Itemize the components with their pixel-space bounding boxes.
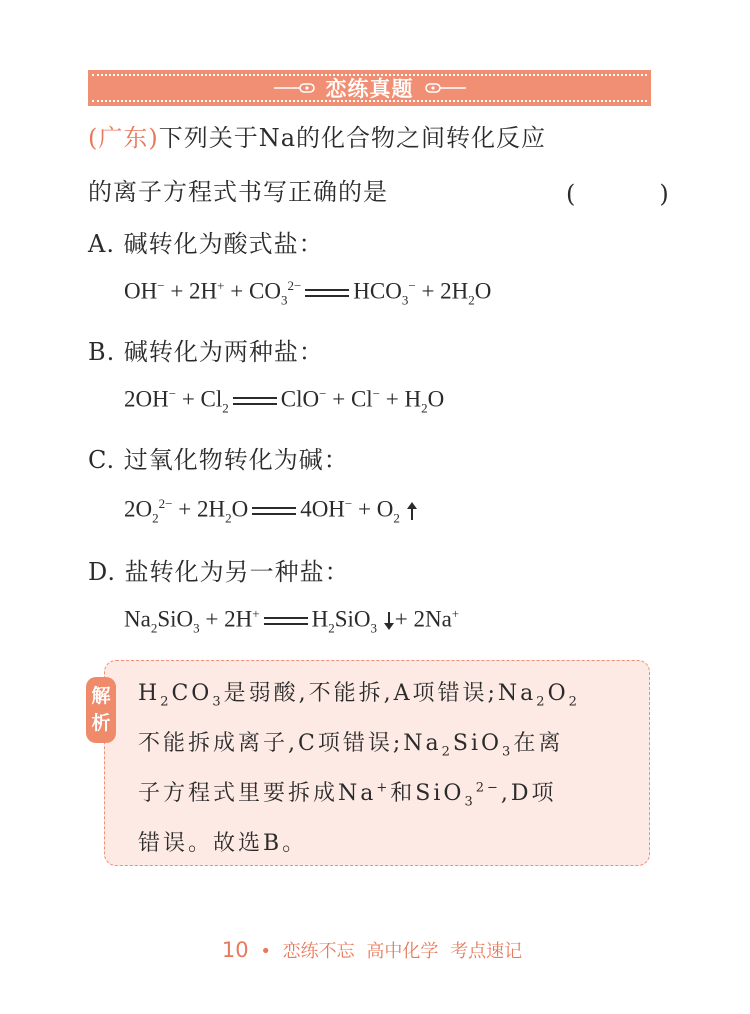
option-a-label: A. 碱转化为酸式盐： [88, 230, 324, 258]
equals-sign-icon [252, 507, 296, 515]
footer-book: 高中化学 [366, 941, 439, 962]
footer-series: 恋练不忘 [282, 941, 355, 962]
analysis-line-3-pre: 子方程式里要拆成Na [138, 781, 377, 806]
option-b-equation: $2OH^- + Cl_2$ $ClO^- + Cl^- + H_2O$ [124, 386, 445, 416]
option-a-equation: $OH^- + 2H^+ + CO_3^{2-}$ $HCO_3^- + 2H_2O$ [124, 278, 492, 308]
footer-bullet: • [260, 941, 271, 962]
option-c-label: C. 过氧化物转化为碱： [88, 446, 349, 474]
option-b-label: B. 碱转化为两种盐： [88, 338, 324, 366]
section-banner [88, 70, 651, 106]
analysis-tag: 解析 [86, 677, 116, 743]
page-number: 10 [221, 938, 249, 962]
question-text-1: 下列关于Na的化合物之间转化反应 [158, 124, 547, 152]
option-c-equation: $2O_2^{2-} + 2H_2O$ $4OH^- + O_2$ [124, 496, 418, 526]
equals-sign-icon [233, 397, 277, 405]
question-line-1 [88, 118, 546, 153]
precipitate-down-arrow-icon [383, 611, 395, 631]
question-text-2: 的离子方程式书写正确的是 [88, 178, 388, 206]
question-source: (广东) [88, 124, 159, 152]
analysis-line-4: 错误。故选B。 [138, 831, 308, 856]
footer-subtitle: 考点速记 [450, 941, 523, 962]
ornament-left-icon [274, 82, 316, 94]
ornament-right-icon [424, 82, 466, 94]
equals-sign-icon [305, 289, 349, 297]
analysis-line-1: $H_2CO_3$是弱酸,不能拆,A项错误$;Na_2O_2$ [138, 681, 580, 710]
option-d-equation: $Na_2SiO_3 + 2H^+$ $H_2SiO_3 + 2Na^+$ [124, 606, 460, 636]
banner-dotted-line-top [92, 74, 647, 76]
answer-blank: ( ) [566, 180, 699, 208]
analysis-line-2: 不能拆成离子,C项错误$;Na_2SiO_3$在离 [138, 731, 564, 760]
equals-sign-icon [264, 617, 308, 625]
banner-title: 恋练真题 [325, 77, 414, 101]
analysis-line-3-post: ,D项 [500, 781, 557, 806]
banner-dotted-line-bottom [92, 100, 647, 102]
option-d-label: D. 盐转化为另一种盐： [88, 558, 350, 586]
analysis-line-3-mid: 和SiO [390, 781, 465, 806]
analysis-line-3: 子方程式里要拆成Na+和SiO$_3^{2-}$,D项 [138, 780, 557, 810]
page-footer [0, 937, 750, 963]
gas-up-arrow-icon [406, 501, 418, 521]
